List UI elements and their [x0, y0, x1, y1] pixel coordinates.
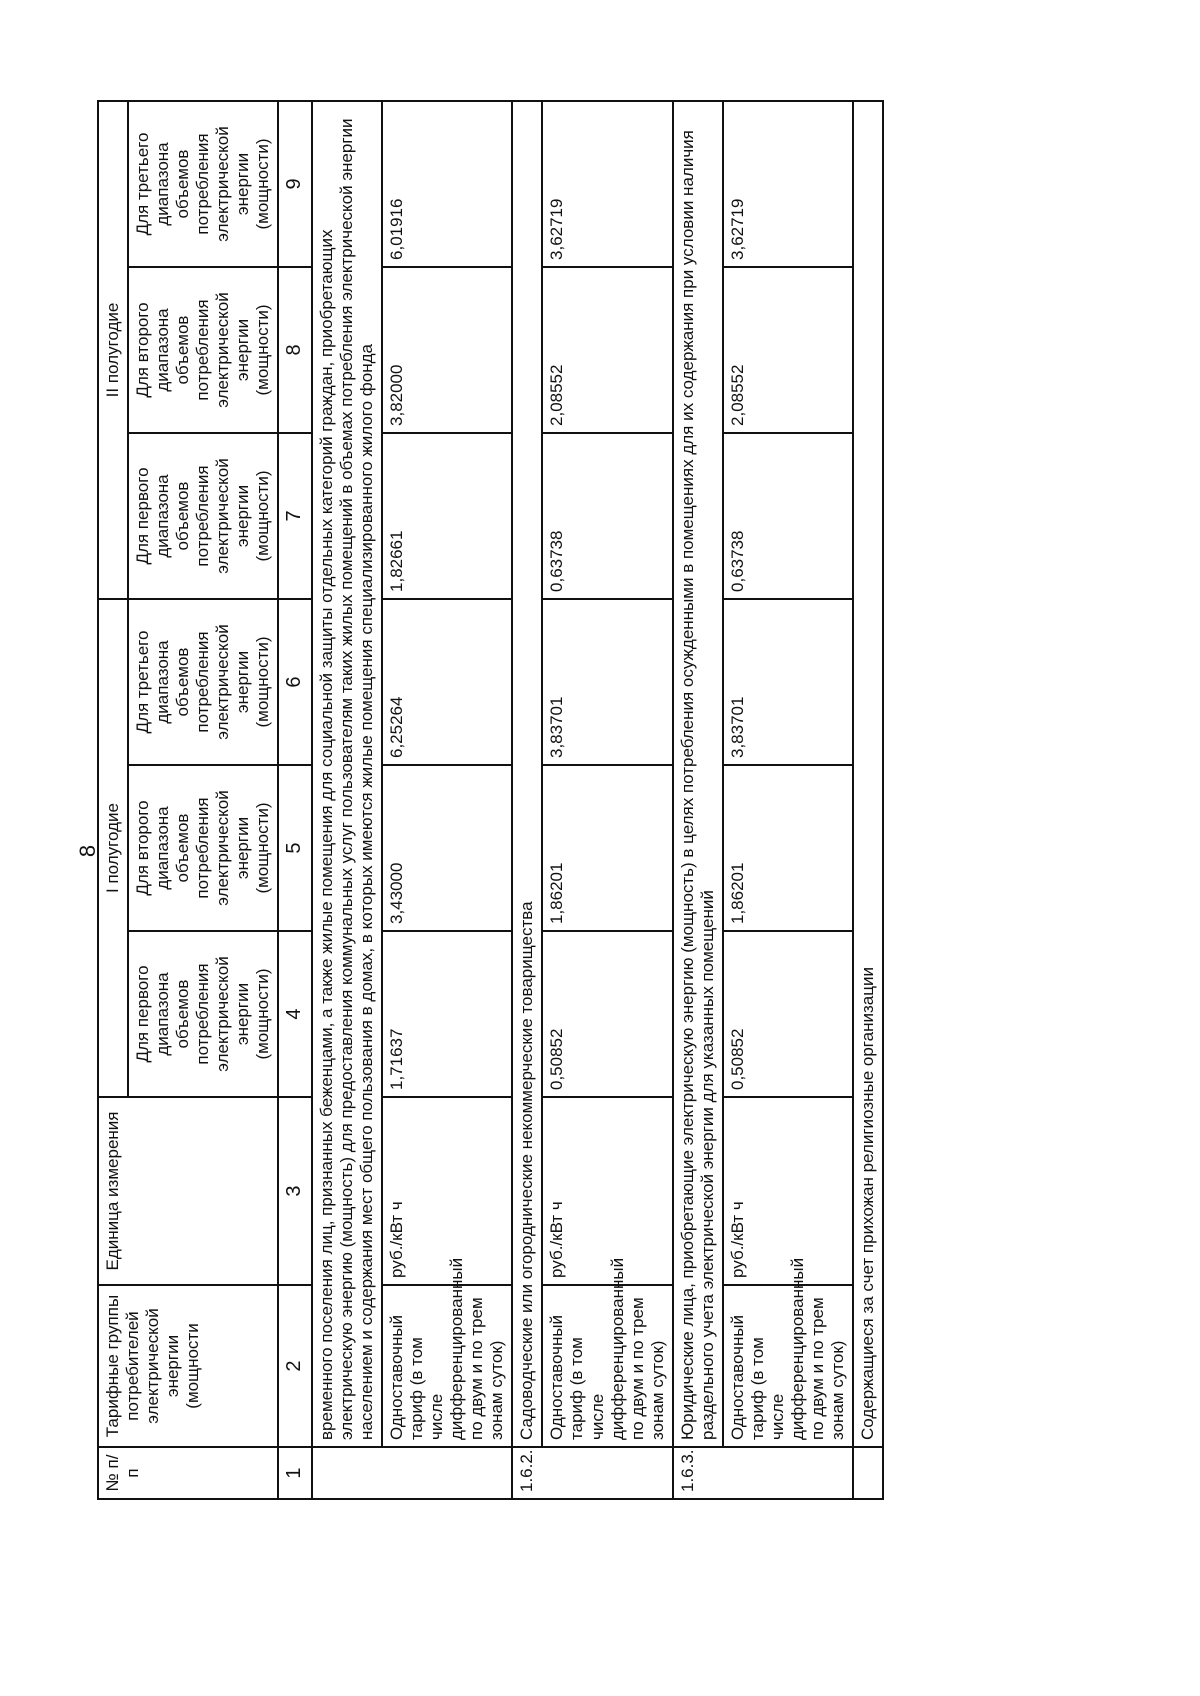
- tariff-row: [382, 101, 512, 1499]
- tariff-row: [723, 101, 853, 1499]
- section-number: 1.6.3.: [673, 1447, 853, 1499]
- tariff-unit: руб./кВт ч: [382, 1097, 512, 1285]
- header-row-groups: [98, 101, 128, 1499]
- header-range-3-h1: Для третьего диапазона объемов потребления электрической энергии (мощности): [128, 599, 278, 765]
- column-number: 6: [278, 599, 312, 765]
- tariff-value: 3,83701: [542, 599, 672, 765]
- tariff-value: 3,83701: [723, 599, 853, 765]
- tariff-value: 1,82661: [382, 433, 512, 599]
- tariff-value: 3,43000: [382, 765, 512, 931]
- page-number: 8: [75, 844, 101, 858]
- column-number-row: [278, 101, 312, 1499]
- header-col-group: Тарифные группы потребителей электрической энергии (мощности: [98, 1285, 278, 1447]
- section-title-row: [853, 101, 883, 1499]
- header-col-unit: Единица измерения: [98, 1097, 278, 1285]
- tariff-value: 3,62719: [723, 101, 853, 267]
- tariff-value: 0,63738: [542, 433, 672, 599]
- section-number: [312, 1447, 512, 1499]
- tariff-unit: руб./кВт ч: [723, 1097, 853, 1285]
- column-number: 8: [278, 267, 312, 433]
- tariff-name: Одноставочный тариф (в том числе дифференцированный по двум и по трем зонам суток): [382, 1285, 512, 1447]
- tariff-value: 1,71637: [382, 931, 512, 1097]
- section-title-row: [512, 101, 542, 1499]
- column-number: 4: [278, 931, 312, 1097]
- section-title-row: [673, 101, 723, 1499]
- tariff-value: 6,25264: [382, 599, 512, 765]
- section-title-row: [312, 101, 382, 1499]
- column-number: 5: [278, 765, 312, 931]
- column-number: 1: [278, 1447, 312, 1499]
- header-range-2-h1: Для второго диапазона объемов потребления электрической энергии (мощности): [128, 765, 278, 931]
- column-number: 2: [278, 1285, 312, 1447]
- tariff-name: Одноставочный тариф (в том числе дифференцированный по двум и по трем зонам суток): [542, 1285, 672, 1447]
- tariff-value: 0,63738: [723, 433, 853, 599]
- header-range-1-h2: Для первого диапазона объемов потребления электрической энергии (мощности): [128, 433, 278, 599]
- tariff-value: 3,82000: [382, 267, 512, 433]
- rotated-table-container: [97, 100, 1082, 1500]
- header-half-2: II полугодие: [98, 101, 128, 599]
- tariff-value: 3,62719: [542, 101, 672, 267]
- tariff-name: Одноставочный тариф (в том числе дифференцированный по двум и по трем зонам суток): [723, 1285, 853, 1447]
- tariff-value: 6,01916: [382, 101, 512, 267]
- tariff-table: [97, 100, 884, 1500]
- column-number: 7: [278, 433, 312, 599]
- section-number: [853, 1447, 883, 1499]
- header-range-2-h2: Для второго диапазона объемов потребления электрической энергии (мощности): [128, 267, 278, 433]
- section-title: Содержащиеся за счет прихожан религиозные организации: [853, 101, 883, 1447]
- tariff-unit: руб./кВт ч: [542, 1097, 672, 1285]
- column-number: 3: [278, 1097, 312, 1285]
- tariff-value: 2,08552: [723, 267, 853, 433]
- column-number: 9: [278, 101, 312, 267]
- section-title: Садоводческие или огороднические некоммерческие товарищества: [512, 101, 542, 1447]
- tariff-value: 1,86201: [723, 765, 853, 931]
- tariff-value: 1,86201: [542, 765, 672, 931]
- tariff-value: 0,50852: [723, 931, 853, 1097]
- header-range-1-h1: Для первого диапазона объемов потребления электрической энергии (мощности): [128, 931, 278, 1097]
- header-range-3-h2: Для третьего диапазона объемов потребления электрической энергии (мощности): [128, 101, 278, 267]
- header-col-no: № п/п: [98, 1447, 278, 1499]
- section-title: Юридические лица, приобретающие электрическую энергию (мощность) в целях потребления осужденными в помещениях для их содержания при условии наличия раздельного учета электрической энергии для указанных помещений: [673, 101, 723, 1447]
- tariff-value: 2,08552: [542, 267, 672, 433]
- header-half-1: I полугодие: [98, 599, 128, 1097]
- tariff-row: [542, 101, 672, 1499]
- section-title: временного поселения лиц, признанных беженцами, а также жилые помещения для социальной защиты отдельных категорий граждан, приобретающих электрическую энергию (мощность) для предоставления коммунальных услуг пользователям таких жилых помещений в объемах потребления электрической энергии населением и содержания мест общего пользования в домах, в которых имеются жилые помещения специализированного жилого фонда: [312, 101, 382, 1447]
- section-number: 1.6.2.: [512, 1447, 672, 1499]
- tariff-value: 0,50852: [542, 931, 672, 1097]
